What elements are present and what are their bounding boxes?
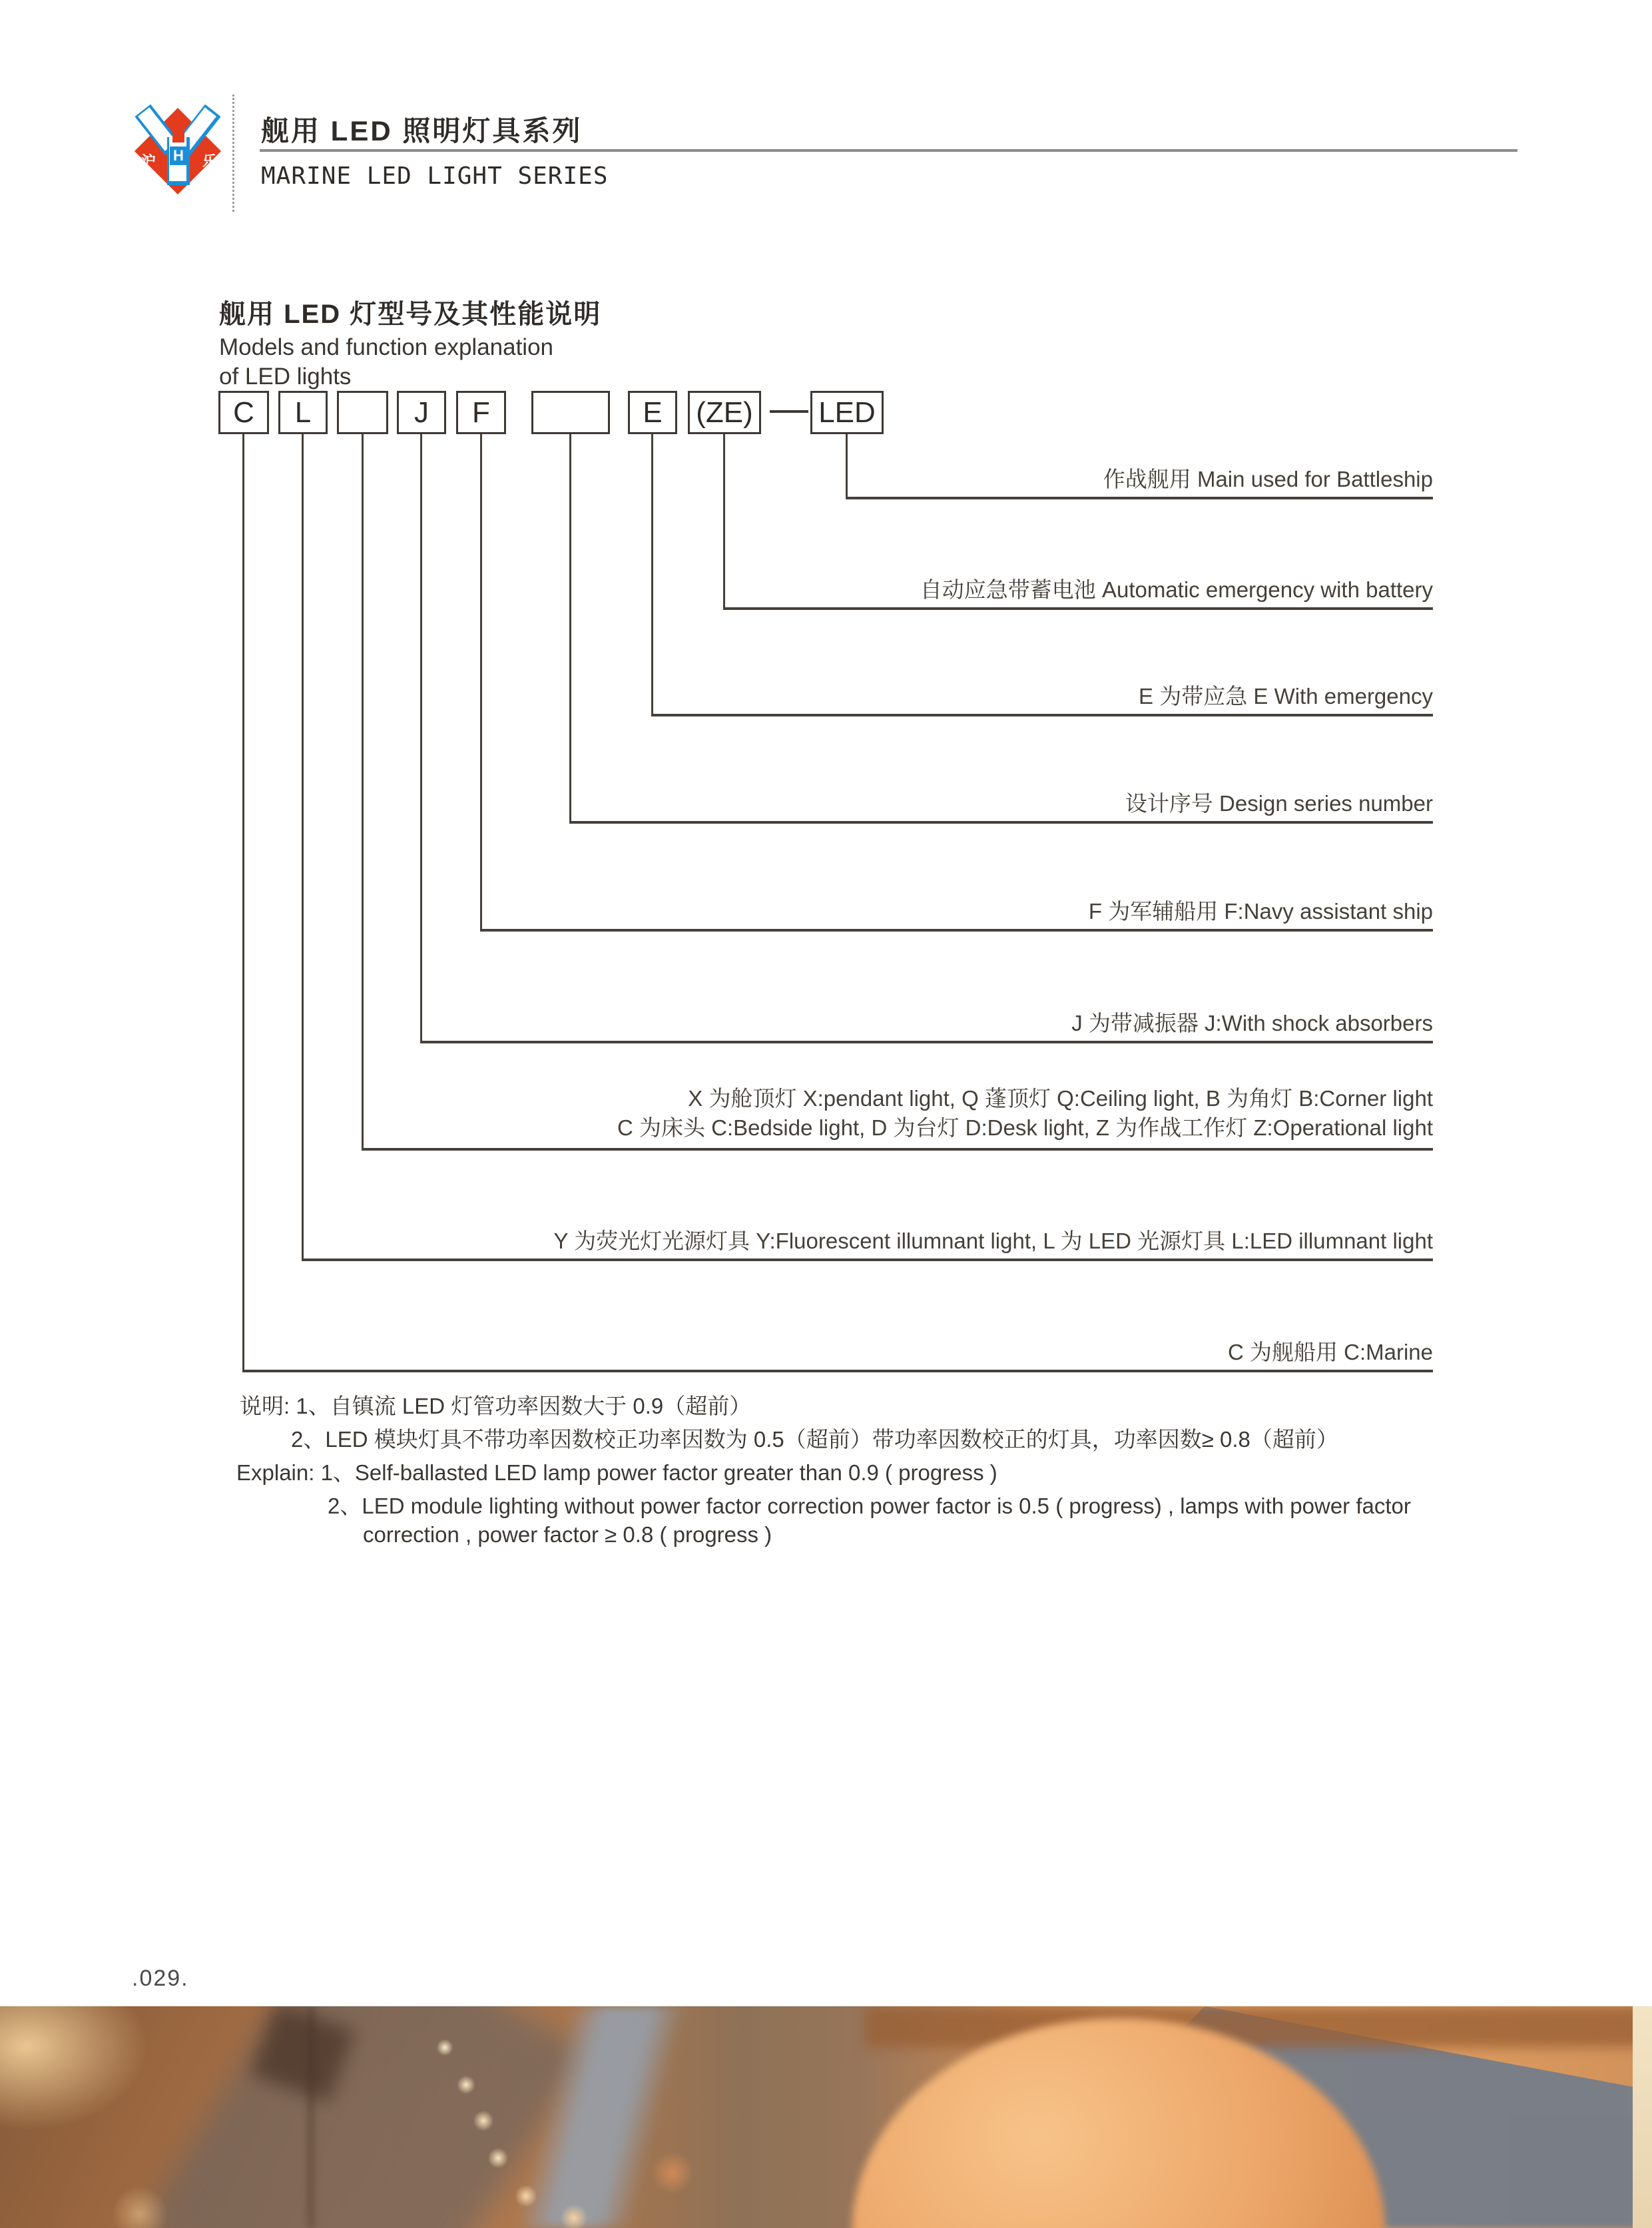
connector-vertical-series bbox=[569, 434, 571, 821]
logo-letter-h: H bbox=[170, 146, 187, 165]
footer-photo bbox=[0, 2006, 1652, 2228]
company-logo bbox=[133, 105, 226, 202]
section-title-zh: 舰用 LED 灯型号及其性能说明 bbox=[219, 300, 602, 329]
legend-label bbox=[1125, 789, 1433, 818]
note-zh-1: 说明: 1、自镇流 LED 灯管功率因数大于 0.9（超前） bbox=[240, 1394, 752, 1418]
model-box-l: L bbox=[278, 391, 328, 434]
logo-char-left: 沪 bbox=[141, 153, 156, 170]
legend-text: 设计序号 Design series number bbox=[1125, 791, 1433, 816]
section-subtitle-line1: Models and function explanation bbox=[219, 334, 554, 360]
legend-line bbox=[362, 1148, 1433, 1151]
connector-vertical-led bbox=[846, 434, 848, 497]
legend-line bbox=[302, 1258, 1433, 1261]
section-subtitle-line2: of LED lights bbox=[219, 364, 352, 390]
legend-label bbox=[1089, 897, 1433, 926]
legend-label bbox=[1228, 1338, 1433, 1367]
logo-red-square bbox=[172, 131, 184, 142]
legend-text: 作战舰用 Main used for Battleship bbox=[1103, 467, 1433, 491]
note-zh-2: 2、LED 模块灯具不带功率因数校正功率因数为 0.5（超前）带功率因数校正的灯具，功率因数≥ 0.8（超前） bbox=[291, 1427, 1338, 1452]
legend-text: C 为床头 C:Bedside light, D 为台灯 D:Desk light, Z 为作战工作灯 Z:Operational light bbox=[617, 1115, 1433, 1140]
legend-text: C 为舰船用 C:Marine bbox=[1227, 1340, 1433, 1364]
connector-vertical-f bbox=[480, 434, 482, 929]
legend-line bbox=[723, 607, 1433, 610]
header-title-zh: 舰用 LED 照明灯具系列 bbox=[261, 115, 583, 146]
legend-label bbox=[554, 1227, 1433, 1256]
legend-line bbox=[846, 497, 1433, 499]
connector-vertical-c bbox=[242, 434, 244, 1370]
note-en-2: 2、LED module lighting without power factor correction power factor is 0.5 ( progress) , lamps with power factor bbox=[328, 1494, 1411, 1518]
note-en-3: correction , power factor ≥ 0.8 ( progress ) bbox=[363, 1522, 772, 1547]
legend-text: X 为舱顶灯 X:pendant light, Q 蓬顶灯 Q:Ceiling light, B 为角灯 B:Corner light bbox=[688, 1086, 1433, 1111]
model-box-f: F bbox=[456, 391, 506, 434]
legend-text: Y 为荧光灯光源灯具 Y:Fluorescent illumnant light, L 为 LED 光源灯具 L:LED illumnant light bbox=[553, 1229, 1433, 1253]
legend-text: 自动应急带蓄电池 Automatic emergency with battery bbox=[920, 577, 1433, 602]
connector-vertical-x bbox=[362, 434, 364, 1148]
model-box-led: LED bbox=[810, 391, 884, 434]
legend-label bbox=[1139, 682, 1433, 711]
header-title-en: MARINE LED LIGHT SERIES bbox=[261, 162, 609, 190]
model-box-empty1 bbox=[337, 391, 388, 434]
connector-vertical-e bbox=[651, 434, 653, 714]
legend-line bbox=[569, 821, 1433, 824]
legend-label bbox=[1103, 465, 1433, 494]
legend-label bbox=[920, 575, 1433, 605]
model-box-c: C bbox=[218, 391, 269, 434]
model-box-j: J bbox=[397, 391, 446, 434]
logo-char-right: 乐 bbox=[202, 153, 218, 170]
legend-line bbox=[480, 929, 1433, 932]
model-box-empty2 bbox=[531, 391, 610, 434]
connector-vertical-l bbox=[302, 434, 304, 1258]
note-en-1: Explain: 1、Self-ballasted LED lamp power factor greater than 0.9 ( progress ) bbox=[236, 1460, 997, 1485]
legend-line bbox=[420, 1041, 1433, 1043]
legend-label bbox=[1071, 1009, 1433, 1038]
header-divider-line bbox=[260, 149, 1517, 152]
page-number: .029. bbox=[132, 1966, 189, 1991]
connector-vertical-ze bbox=[723, 434, 725, 607]
header-dotted-divider bbox=[232, 95, 234, 212]
legend-line bbox=[242, 1370, 1433, 1372]
model-code-dash bbox=[770, 410, 808, 413]
legend-text: E 为带应急 E With emergency bbox=[1139, 684, 1433, 708]
model-box-ze: (ZE) bbox=[688, 391, 761, 434]
legend-text: J 为带减振器 J:With shock absorbers bbox=[1071, 1011, 1433, 1035]
photo-light-spots bbox=[0, 2006, 1652, 2228]
model-box-e: E bbox=[628, 391, 677, 434]
photo-cream-strip bbox=[1633, 2006, 1652, 2228]
legend-line bbox=[651, 714, 1433, 716]
connector-vertical-j bbox=[420, 434, 422, 1041]
legend-text: F 为军辅船用 F:Navy assistant ship bbox=[1088, 899, 1433, 924]
legend-label bbox=[617, 1084, 1433, 1143]
